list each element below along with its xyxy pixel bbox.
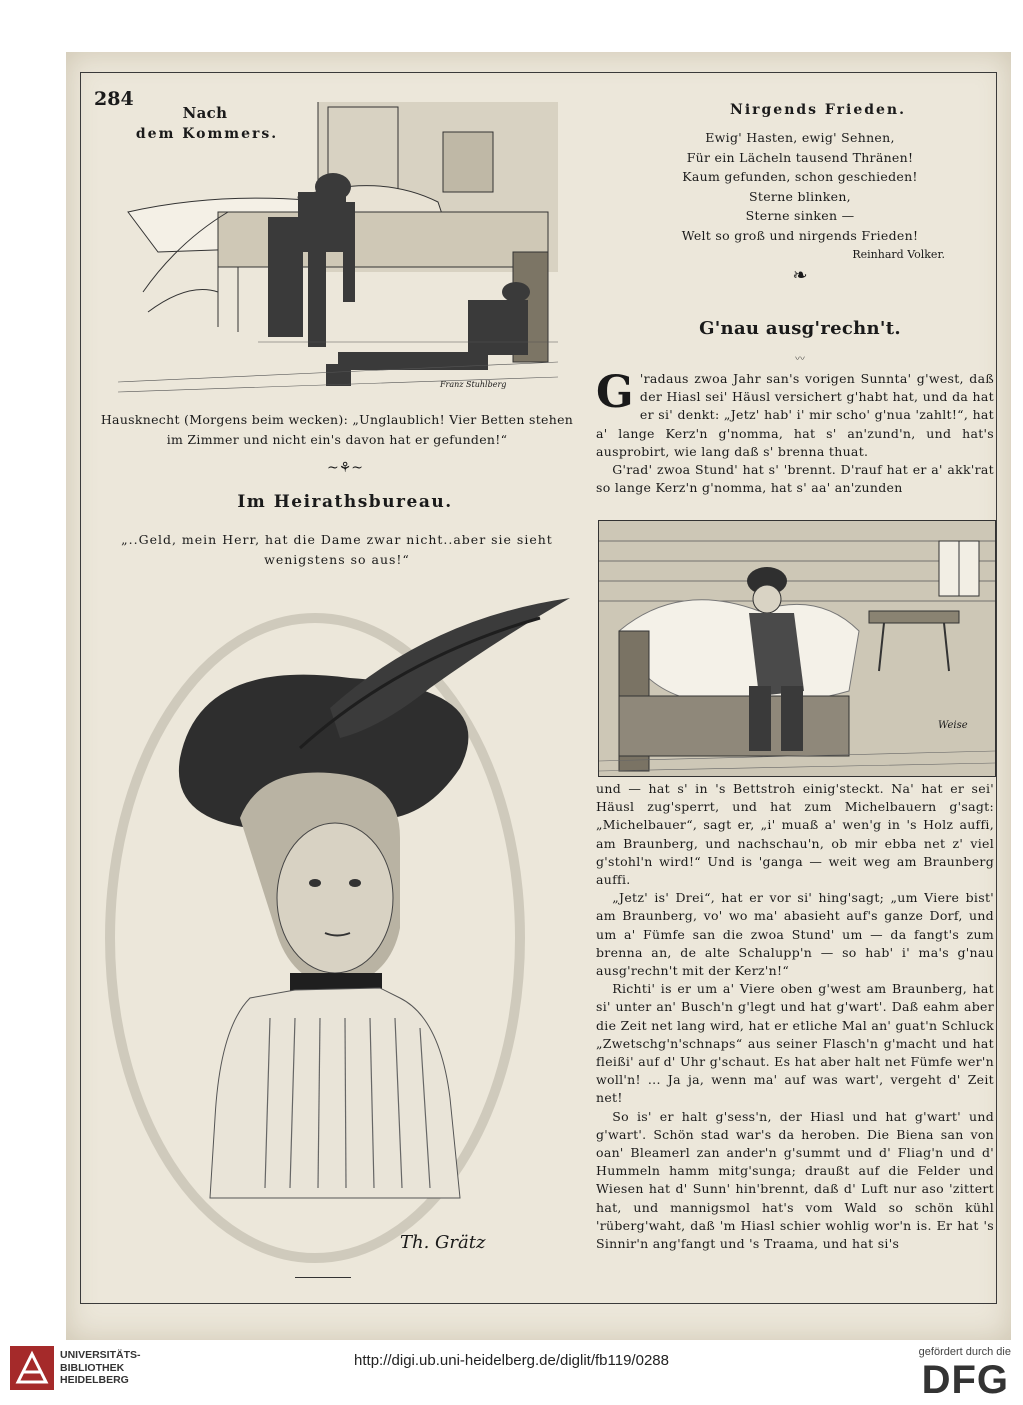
story-illustration — [598, 520, 996, 777]
university-line-2: BIBLIOTHEK — [60, 1361, 125, 1374]
story-paragraph-4: „Jetz' is' Drei“, hat er vor si' hing'sagt; „um Viere bist' am Braunberg, vo' wo ma' abasieht auf's ganze Dorf, und um a' Fümfe san die zwoa Stund' um — da fangt's zum brenna an, de alte Schalupp'n — so hab' i' ma's g'nau ausg'rechn't mit der Kerz'n!“ — [596, 890, 994, 979]
divider-ornament: ~⚘~ — [326, 460, 363, 476]
dfg-logo[interactable]: DFG — [921, 1358, 1009, 1402]
university-line-3: HEIDELBERG — [60, 1374, 129, 1386]
story-paragraph-1: 'radaus zwoa Jahr san's vorigen Sunnta' g'west, daß der Hiasl sei' Häusl versichert g'habt hat, und da hat er si' denkt: „Jetz' hab' i' mir scho' g'nua 'zahlt!“, hat a' lange Kerz'n g'nomma, hat s' an'zund'n, und hat's ausprobirt, wie lang daß s' brenna thuat. — [596, 371, 994, 459]
poem-line: Für ein Lächeln tausend Thränen! — [686, 149, 914, 165]
poem-line: Kaum gefunden, schon geschieden! — [682, 169, 918, 184]
cartoon2-caption: „..Geld, mein Herr, hat die Dame zwar nicht..aber sie sieht wenigstens so aus!“ — [121, 532, 553, 567]
story-paragraph-2: G'rad' zwoa Stund' hat s' 'brennt. D'rauf hat er a' akk'rat so lange Kerz'n g'nomma, hat s' aa' an'zunden — [596, 462, 994, 496]
story-continued — [596, 780, 994, 1253]
story-paragraph-6: So is' er halt g'sess'n, der Hiasl und hat g'wart' und g'wart'. Schön stad war's da heroben. Die Biena san von oan' Bleamerl zan ander'n g'summt und d' Fliag'n und d' Hummeln hamm mitg'sunga; draußt auf die Felder und Wiesen hat d' Sunn' hin'brennt, daß d' Luft nur aso 'zittert hat, und mannigsmol hat's vom Wald so schön kühl 'rüberg'waht, daß 'm Hiasl schier wohlig wor'n is. Er hat 's Sinnir'n ang'fangt und 's Traama, und hat si's — [596, 1108, 994, 1252]
permalink-url[interactable]: http://digi.ub.uni-heidelberg.de/diglit/fb119/0288 — [354, 1352, 669, 1369]
cartoon-hausknecht-illustration — [118, 102, 558, 398]
cartoon2-heading: Im Heirathsbureau. — [237, 492, 453, 512]
poem-line: Ewig' Hasten, ewig' Sehnen, — [705, 130, 895, 145]
page-number: 284 — [94, 88, 134, 110]
story-title-flourish: 〰 — [795, 354, 805, 365]
poem-vignette: ❧ — [792, 265, 808, 286]
story-intro — [596, 367, 994, 497]
poem-title: Nirgends Frieden. — [730, 102, 906, 118]
portrait-signature: Th. Grätz — [400, 1232, 486, 1253]
poem-author: Reinhard Volker. — [852, 248, 945, 261]
cartoon1-signature: Franz Stuhlberg — [440, 380, 507, 389]
cartoon1-caption: Hausknecht (Morgens beim wecken): „Unglaublich! Vier Betten stehen im Zimmer und nicht ein's davon hat er gefunden!“ — [100, 412, 574, 447]
story-paragraph-3: und — hat s' in 's Bettstroh einig'steckt. Na' hat er sei' Häusl zug'sperrt, und hat zum Michelbauern g'sagt: „Michelbauer“, sagt er, „i' muaß a' wen'g in 's Holz auffi, am Braunberg, und nachschau'n, ob mir ebba net z' viel g'stohl'n wird!“ Und is 'ganga — weit weg am Braunberg auffi. — [596, 781, 994, 888]
poem-line: Sterne sinken — — [745, 208, 855, 223]
portrait-lady-illustration — [100, 598, 580, 1268]
cartoon1-heading-line1: Nach — [182, 104, 228, 122]
poem-body — [640, 128, 960, 245]
poem-line: Sterne blinken, — [749, 188, 851, 204]
story-illustration-signature: Weise — [938, 720, 968, 731]
story-paragraph-5: Richti' is er um a' Viere oben g'west am Braunberg, hat si' unter an' Busch'n g'legt und hat g'wart'. Daß eahm aber die Zeit net lang wird, hat er etliche Mal an' guat'n Schluck „Zwetschg'n'schnaps“ aus seiner Flasch'n g'macht und hat fleißi' auf d' Uhr g'schaut. Es hat aber halt net Fümfe wer'n woll'n! ... Ja ja, wenn ma' auf was wart', vergeht d' Zeit net! — [596, 981, 994, 1106]
poem-line: Welt so groß und nirgends Frieden! — [681, 227, 919, 243]
story-dropcap: G — [596, 367, 634, 418]
end-rule — [295, 1277, 351, 1278]
funded-by-label: gefördert durch die — [918, 1346, 1011, 1358]
story-title: G'nau ausg'rechn't. — [699, 318, 901, 339]
university-line-1: UNIVERSITÄTS- — [60, 1349, 141, 1361]
cartoon1-heading-line2: dem Kommers. — [135, 126, 279, 142]
viewer-footer — [0, 1340, 1023, 1405]
